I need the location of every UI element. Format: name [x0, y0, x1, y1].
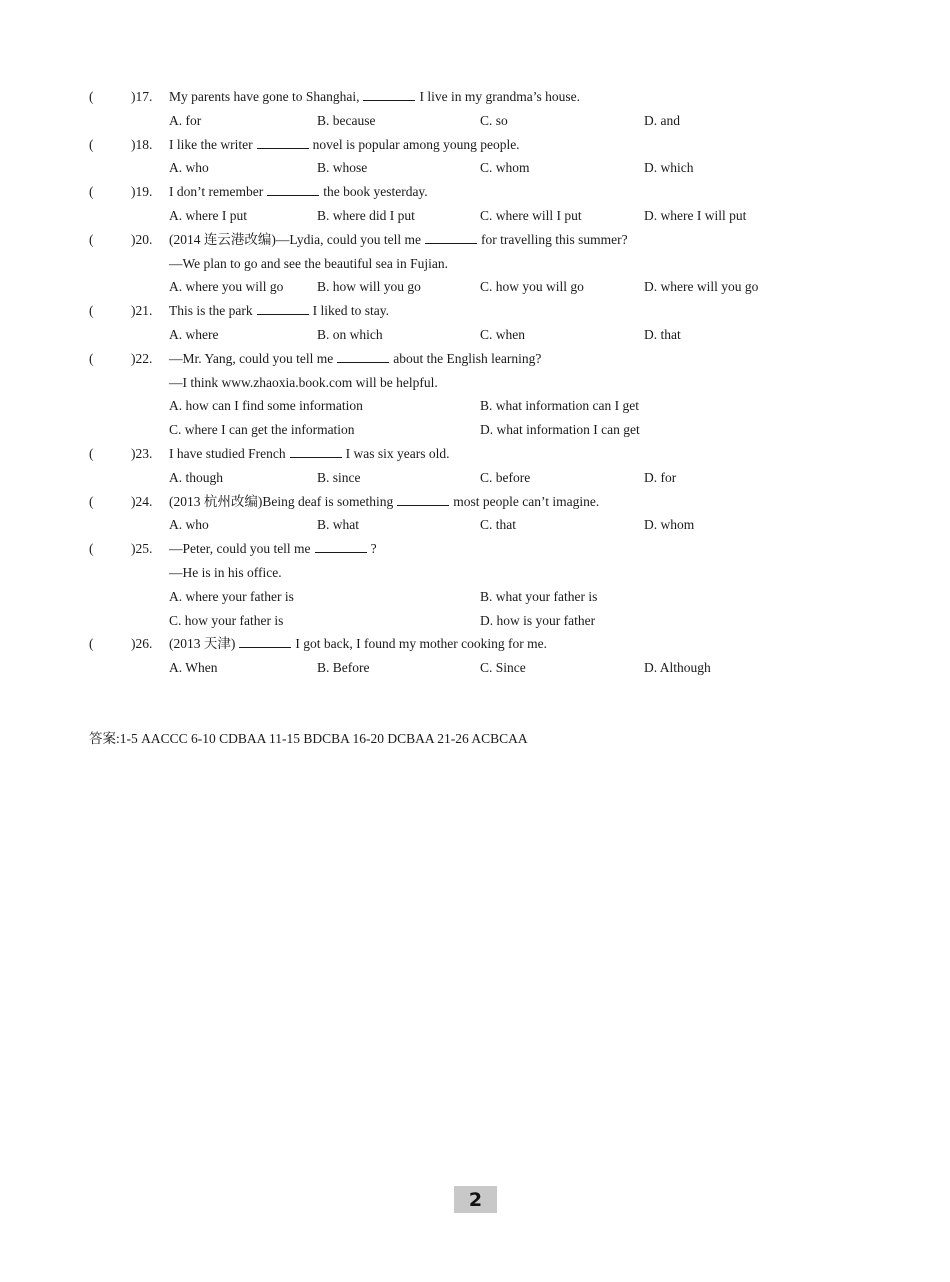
answer-option: D. which: [644, 160, 694, 176]
question-number: )26.: [131, 636, 153, 652]
answer-option: C. where will I put: [480, 207, 582, 223]
stem-text-before: (2013 杭州改编)Being deaf is something: [169, 493, 394, 509]
question-stem-row: [0, 299, 950, 323]
question-stem-row: [0, 490, 950, 514]
question-stem: [169, 228, 628, 252]
question-number: )20.: [131, 231, 153, 247]
question-number: )21.: [131, 303, 153, 319]
question-number: )24.: [131, 493, 153, 509]
answer-paren: (: [89, 89, 94, 104]
stem-text-before: (2013 天津): [169, 636, 236, 652]
answer-blank: [397, 493, 449, 506]
question-number: )18.: [131, 136, 153, 152]
answer-option: D. and: [644, 112, 680, 128]
question-stem-row: [0, 228, 950, 252]
stem-text-before: —Peter, could you tell me: [169, 541, 311, 557]
question-stem-row: [0, 632, 950, 656]
dialogue-response-row: [0, 371, 950, 395]
answer-paren: (: [89, 636, 94, 652]
question-stem: [169, 442, 449, 466]
options-row: [0, 275, 950, 299]
question-stem: [169, 537, 377, 561]
options-row: [0, 656, 950, 680]
question-item: [0, 133, 950, 181]
options-row: [0, 109, 950, 133]
answer-option: D. for: [644, 469, 677, 485]
answer-blank: [425, 231, 477, 244]
stem-text-before: This is the park: [169, 303, 253, 319]
dialogue-response: —We plan to go and see the beautiful sea in Fujian.: [169, 255, 448, 271]
answer-option: A. who: [169, 160, 209, 176]
answer-blank: [257, 136, 309, 149]
answer-option: A. When: [169, 660, 218, 676]
answer-blank: [239, 635, 291, 648]
stem-text-after: most people can’t imagine.: [453, 493, 600, 509]
answer-option: C. Since: [480, 660, 526, 676]
answer-blank: [290, 445, 342, 458]
question-stem: [169, 632, 547, 656]
answer-option: D. where I will put: [644, 207, 747, 223]
options-row: [0, 466, 950, 490]
answer-option: B. Before: [317, 660, 370, 676]
answer-paren: (: [89, 446, 94, 461]
options-row: [0, 418, 950, 442]
answer-blank: [337, 350, 389, 363]
answer-option: D. that: [644, 326, 681, 342]
answer-paren: (: [89, 350, 94, 366]
options-row: [0, 609, 950, 633]
answer-option: C. when: [480, 326, 525, 342]
answer-option: A. where you will go: [169, 279, 284, 295]
question-item: [0, 228, 950, 299]
question-stem: [169, 133, 520, 157]
question-stem-row: [0, 133, 950, 157]
answer-option: A. where your father is: [169, 588, 294, 604]
answer-paren: (: [89, 184, 94, 200]
dialogue-response-row: [0, 252, 950, 276]
answer-option: D. what information I can get: [480, 422, 640, 438]
answer-paren: (: [89, 303, 94, 319]
stem-text-after: I liked to stay.: [312, 303, 389, 319]
answer-option: A. how can I find some information: [169, 398, 363, 414]
options-row: [0, 156, 950, 180]
options-row: [0, 513, 950, 537]
options-row: [0, 394, 950, 418]
options-row: [0, 585, 950, 609]
question-item: [0, 347, 950, 442]
answer-option: D. how is your father: [480, 612, 596, 628]
answer-option: B. what your father is: [480, 588, 598, 604]
stem-text-before: I have studied French: [169, 446, 286, 461]
options-row: [0, 323, 950, 347]
dialogue-response-row: [0, 561, 950, 585]
answer-paren: (: [89, 231, 94, 247]
answer-blank: [267, 183, 319, 196]
question-number: )25.: [131, 541, 153, 557]
answer-option: B. what: [317, 517, 359, 533]
question-stem: [169, 490, 599, 514]
options-row: [0, 204, 950, 228]
answer-option: B. where did I put: [317, 207, 415, 223]
stem-text-after: ?: [370, 541, 377, 557]
answer-option: A. though: [169, 469, 223, 485]
question-item: [0, 180, 950, 228]
stem-text-after: I live in my grandma’s house.: [419, 89, 580, 104]
question-number: )19.: [131, 184, 153, 200]
question-number: )17.: [131, 89, 153, 104]
stem-text-before: I don’t remember: [169, 184, 264, 200]
question-stem-row: [0, 442, 950, 466]
question-item: [0, 85, 950, 133]
question-stem-row: [0, 85, 950, 109]
answer-option: C. before: [480, 469, 531, 485]
answer-option: B. because: [317, 112, 376, 128]
answer-option: B. on which: [317, 326, 383, 342]
stem-text-before: My parents have gone to Shanghai,: [169, 89, 360, 104]
question-item: [0, 299, 950, 347]
question-stem: [169, 180, 428, 204]
question-stem: [169, 85, 580, 109]
dialogue-response: —I think www.zhaoxia.book.com will be helpful.: [169, 374, 438, 390]
answer-blank: [257, 302, 309, 315]
stem-text-before: —Mr. Yang, could you tell me: [169, 350, 334, 366]
answer-option: A. where I put: [169, 207, 247, 223]
stem-text-after: about the English learning?: [393, 350, 542, 366]
answer-option: B. since: [317, 469, 361, 485]
answer-option: C. how you will go: [480, 279, 584, 295]
question-stem: [169, 299, 389, 323]
answer-option: C. that: [480, 517, 516, 533]
stem-text-after: I got back, I found my mother cooking for me.: [295, 636, 547, 652]
question-stem-row: [0, 180, 950, 204]
answer-option: C. whom: [480, 160, 530, 176]
question-item: [0, 442, 950, 490]
stem-text-after: I was six years old.: [345, 446, 450, 461]
question-stem: [169, 347, 541, 371]
answer-paren: (: [89, 541, 94, 557]
question-number: )23.: [131, 446, 153, 461]
stem-text-after: for travelling this summer?: [480, 231, 628, 247]
answer-option: D. whom: [644, 517, 695, 533]
answer-option: B. what information can I get: [480, 398, 639, 414]
answer-option: B. how will you go: [317, 279, 421, 295]
answer-option: D. Although: [644, 660, 711, 676]
answer-key: 答案:1-5 AACCC 6-10 CDBAA 11-15 BDCBA 16-20 DCBAA 21-26 ACBCAA: [89, 731, 528, 746]
stem-text-before: (2014 连云港改编)—Lydia, could you tell me: [169, 231, 421, 247]
answer-option: C. how your father is: [169, 612, 284, 628]
question-stem-row: [0, 537, 950, 561]
answer-option: A. for: [169, 112, 202, 128]
stem-text-after: the book yesterday.: [323, 184, 428, 200]
question-number: )22.: [131, 350, 153, 366]
question-item: [0, 537, 950, 632]
answer-blank: [315, 540, 367, 553]
question-item: [0, 632, 950, 680]
answer-option: C. so: [480, 112, 508, 128]
question-item: [0, 490, 950, 538]
answer-option: D. where will you go: [644, 279, 759, 295]
answer-option: C. where I can get the information: [169, 422, 355, 438]
answer-paren: (: [89, 493, 94, 509]
question-stem-row: [0, 347, 950, 371]
answer-option: A. who: [169, 517, 209, 533]
dialogue-response: —He is in his office.: [169, 564, 282, 580]
answer-blank: [363, 88, 415, 101]
stem-text-before: I like the writer: [169, 136, 253, 152]
stem-text-after: novel is popular among young people.: [312, 136, 520, 152]
answer-paren: (: [89, 136, 94, 152]
answer-option: A. where: [169, 326, 219, 342]
page-number: 2: [454, 1186, 497, 1213]
answer-option: B. whose: [317, 160, 368, 176]
